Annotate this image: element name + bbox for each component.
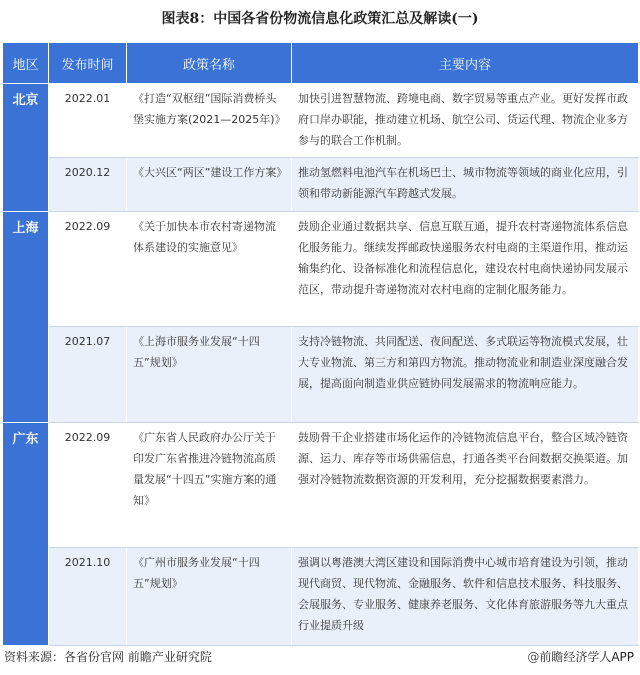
region-cell-shanghai: 上海: [3, 212, 49, 423]
table-row: [3, 327, 639, 423]
content-cell: 支持冷链物流、共同配送、夜间配送、多式联运等物流模式发展，壮大专业物流、第三方和第四方物流。推动物流业和制造业深度融合发展，提高面向制造业供应链协同发展需求的物流响应能力。: [292, 327, 639, 423]
header-date: 发布时间: [49, 43, 127, 84]
content-cell: 推动氢燃料电池汽车在机场巴士、城市物流等领域的商业化应用，引领和带动新能源汽车跨越式发展。: [292, 158, 639, 212]
policy-table-container: [2, 42, 638, 646]
policy-cell: 《广州市服务业发展“十四五”规划》: [127, 548, 292, 646]
date-cell: 2021.07: [49, 327, 127, 423]
content-cell: 加快引进智慧物流、跨境电商、数字贸易等重点产业。更好发挥市政府口岸办职能，推动建立机场、航空公司、货运代理、物流企业多方参与的联合工作机制。: [292, 84, 639, 158]
header-policy: 政策名称: [127, 43, 292, 84]
at-icon: @: [527, 650, 540, 664]
table-row: [3, 158, 639, 212]
date-cell: 2022.09: [49, 423, 127, 548]
policy-cell: 《大兴区“两区”建设工作方案》: [127, 158, 292, 212]
table-row: [3, 423, 639, 548]
region-cell-beijing: 北京: [3, 84, 49, 212]
policy-cell: 《打造“双枢纽”国际消费桥头堡实施方案(2021—2025年)》: [127, 84, 292, 158]
header-region: 地区: [3, 43, 49, 84]
credit: [527, 648, 634, 665]
date-cell: 2021.10: [49, 548, 127, 646]
date-cell: 2020.12: [49, 158, 127, 212]
footer: [0, 644, 640, 666]
date-cell: 2022.01: [49, 84, 127, 158]
policy-table: [2, 42, 639, 646]
header-content: 主要内容: [292, 43, 639, 84]
chart-title: 图表8：中国各省份物流信息化政策汇总及解读(一): [161, 11, 479, 27]
source-note: 资料来源：各省份官网 前瞻产业研究院: [4, 650, 212, 664]
content-cell: 强调以粤港澳大湾区建设和国际消费中心城市培育建设为引领，推动现代商贸、现代物流、金融服务、软件和信息技术服务、科技服务、会展服务、专业服务、健康养老服务、文化体育旅游服务等九大重点行业提质升级: [292, 548, 639, 646]
policy-cell: 《广东省人民政府办公厅关于印发广东省推进冷链物流高质量发展“十四五”实施方案的通知》: [127, 423, 292, 548]
region-cell-guangdong: 广东: [3, 423, 49, 646]
content-cell: 鼓励骨干企业搭建市场化运作的冷链物流信息平台，整合区域冷链资源、运力、库存等市场供需信息，打通各类平台间数据交换渠道。加强对冷链物流数据资源的开发利用，充分挖掘数据要素潜力。: [292, 423, 639, 548]
credit-label: 前瞻经济学人APP: [539, 650, 634, 664]
table-header-row: [3, 43, 639, 84]
date-cell: 2022.09: [49, 212, 127, 327]
table-row: [3, 212, 639, 327]
table-row: [3, 84, 639, 158]
policy-cell: 《关于加快本市农村寄递物流体系建设的实施意见》: [127, 212, 292, 327]
policy-cell: 《上海市服务业发展“十四五”规划》: [127, 327, 292, 423]
content-cell: 鼓励企业通过数据共享、信息互联互通，提升农村寄递物流体系信息化服务能力。继续发挥邮政快递服务农村电商的主渠道作用，推动运输集约化、设备标准化和流程信息化，建设农村电商快递协同发展示范区，带动提升寄递物流对农村电商的定制化服务能力。: [292, 212, 639, 327]
table-row: [3, 548, 639, 646]
